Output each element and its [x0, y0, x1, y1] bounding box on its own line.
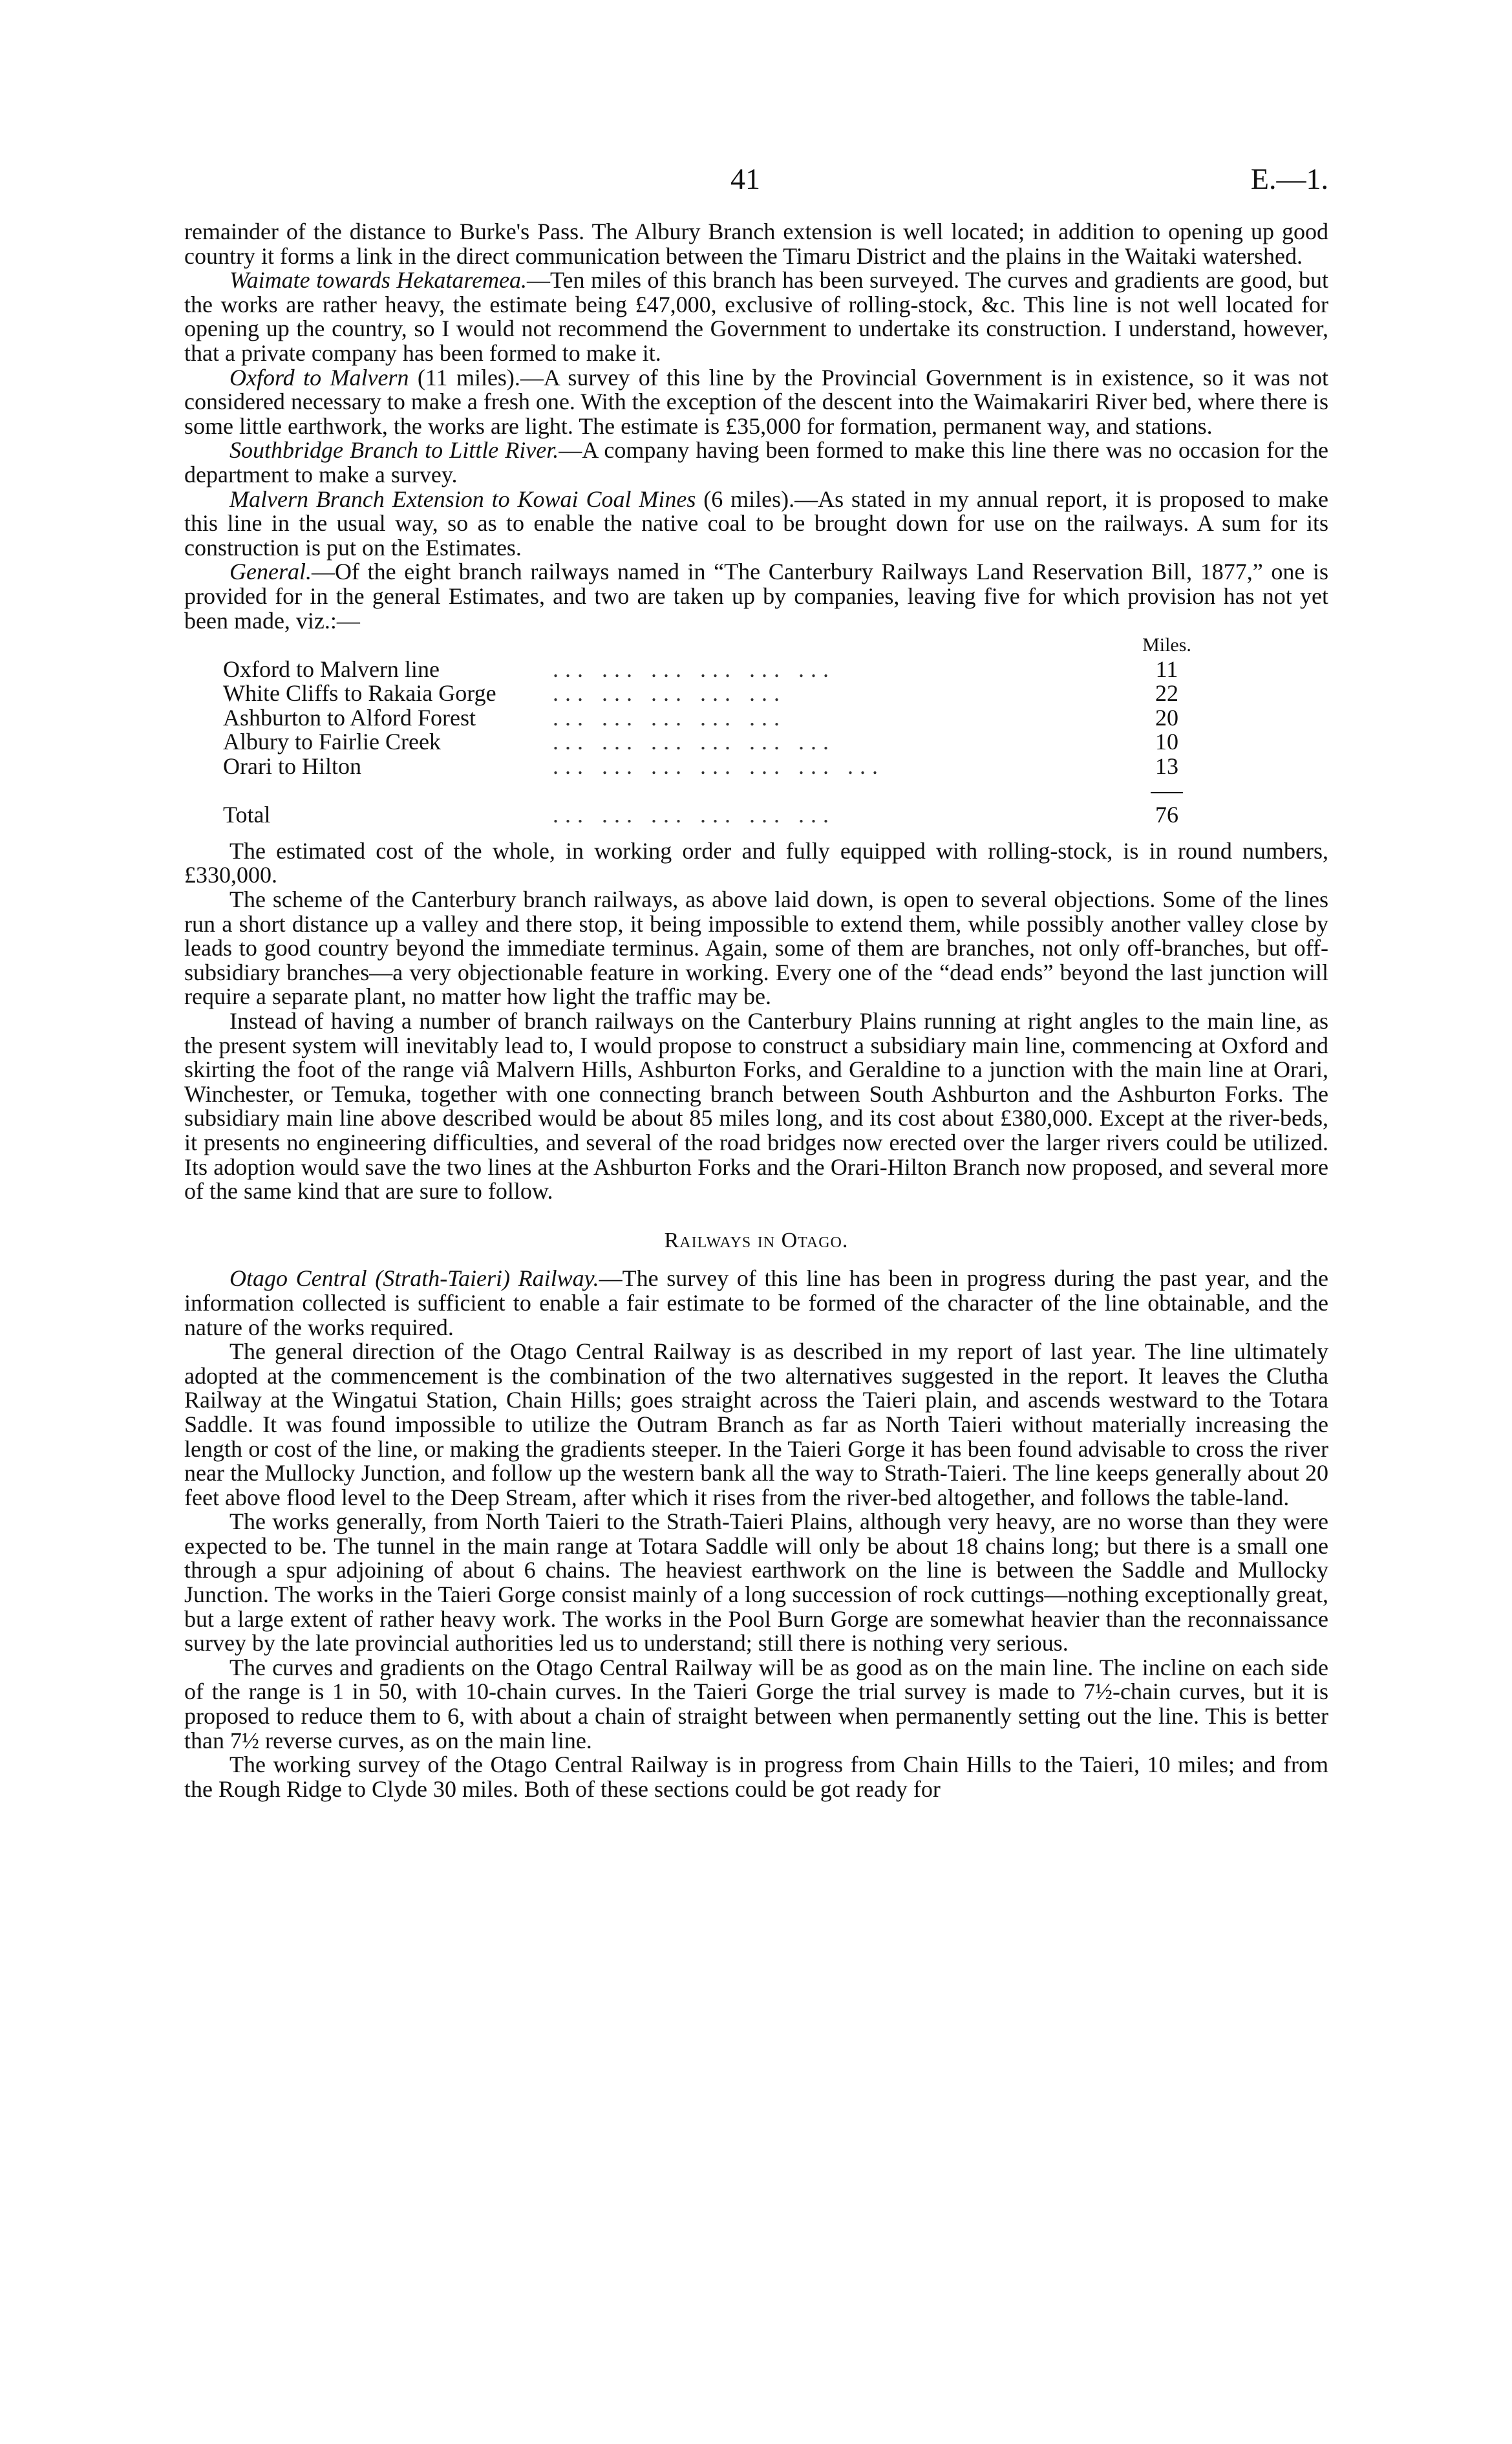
sum-rule: [1134, 779, 1199, 804]
total-label: Total: [223, 803, 271, 828]
paragraph: [184, 488, 1328, 561]
line-name: Oxford to Malvern line: [223, 657, 440, 682]
line-miles: 10: [1155, 729, 1178, 755]
paragraph: remainder of the distance to Burke's Pass. The Albury Branch extension is well located; in addition to opening up good country it forms a link in the direct communication between the Timaru District and the plains in the Waitaki watershed.: [184, 219, 1328, 269]
paragraph: [184, 268, 1328, 365]
document-body: [184, 220, 1328, 1801]
table-row: [223, 730, 1199, 755]
paragraph-title: Southbridge Branch to Little River.: [229, 437, 559, 464]
line-name: Orari to Hilton: [223, 755, 361, 779]
paragraph-text: —A company having been formed to make this line there was no occasion for the department to make a survey.: [184, 437, 1328, 488]
leader-dots: ... ... ... ... ... ... ...: [553, 755, 884, 779]
leader-dots: ... ... ... ... ...: [553, 705, 786, 731]
leader-dots: ... ... ... ... ...: [553, 681, 786, 706]
leader-dots: ... ... ... ... ... ...: [553, 657, 835, 682]
section-heading: Railways in Otago.: [664, 1228, 849, 1252]
total-miles: 76: [1155, 802, 1178, 828]
table-row: [223, 706, 1199, 731]
paragraph: The estimated cost of the whole, in working order and fully equipped with rolling-stock, is in round numbers, £330,000.: [184, 837, 1328, 888]
branch-lines-table: [223, 633, 1199, 828]
paragraph: [184, 560, 1328, 633]
paragraph-title: Oxford to Malvern: [229, 364, 409, 391]
paragraph: The scheme of the Canterbury branch railways, as above laid down, is open to several objections. Some of the lines run a short distance up a valley and there stop, it being impossible to extend them, while possibly another valley close by leads to good country beyond the immediate terminus. Again, some of them are branches, not only off-branches, but off-subsidiary branches—a very objectionable feature in working. Every one of the “dead ends” beyond the last junction will require a separate plant, no matter how light the traffic may be.: [184, 886, 1328, 1010]
paragraph-title: Otago Central (Strath-Taieri) Railway.: [229, 1265, 599, 1292]
page-number: 41: [730, 162, 760, 195]
paragraph-text: —Of the eight branch railways named in “The Canterbury Railways Land Reservation Bill, 1877,” one is provided for in the general Estimates, and two are taken up by companies, leaving five for which provision has not yet been made, viz.:—: [184, 559, 1328, 634]
paragraph-text: —The survey of this line has been in progress during the past year, and the information collected is sufficient to enable a fair estimate to be formed of the character of the line obtainable, and the nature of the works required.: [184, 1265, 1328, 1340]
table-row: [223, 755, 1199, 779]
line-miles: 22: [1155, 680, 1178, 707]
document-reference: E.—1.: [1250, 162, 1328, 195]
paragraph-text: (6 miles).—As stated in my annual report, it is proposed to make this line in the usual way, so as to enable the native coal to be brought down for use on the railways. A sum for its construction is put on the Estimates.: [184, 486, 1328, 561]
table-row: [223, 658, 1199, 682]
paragraph: [184, 366, 1328, 439]
line-name: Albury to Fairlie Creek: [223, 730, 441, 755]
paragraph: The works generally, from North Taieri to the Strath-Taieri Plains, although very heavy, are no worse than they were expected to be. The tunnel in the main range at Totara Saddle will only be about 18 chains long; but there is a small one through a spur adjoining of about 6 chains. The heaviest earthwork on the line is between the Saddle and Mullocky Junction. The works in the Taieri Gorge consist mainly of a long succession of rock cuttings—nothing exceptionally great, but a large extent of rather heavy work. The works in the Pool Burn Gorge are somewhat heavier than the reconnaissance survey by the late provincial authorities led us to understand; still there is nothing very serious.: [184, 1508, 1328, 1656]
paragraph-title: Malvern Branch Extension to Kowai Coal Mines: [229, 486, 696, 512]
paragraph-title: General.: [229, 559, 312, 585]
paragraph: The general direction of the Otago Central Railway is as described in my report of last year. The line ultimately adopted at the commencement is the combination of the two alternatives suggested in the report. It leaves the Clutha Railway at the Wingatui Station, Chain Hills; goes straight across the Taieri plain, and ascends westward to the Totara Saddle. It was found impossible to utilize the Outram Branch as far as North Taieri without materially increasing the length or cost of the line, or making the gradients steeper. In the Taieri Gorge it has been found advisable to cross the river near the Mullocky Junction, and follow up the western bank all the way to Strath-Taieri. The line keeps generally about 20 feet above flood level to the Deep Stream, after which it rises from the river-bed altogether, and follows the table-land.: [184, 1338, 1328, 1510]
miles-column-header: Miles.: [1142, 634, 1191, 656]
paragraph: [184, 438, 1328, 487]
paragraph-text: (11 miles).—A survey of this line by the Provincial Government is in existence, so it was not considered necessary to make a fresh one. With the exception of the descent into the Waimakariri River bed, where there is some little earthwork, the works are light. The estimate is £35,000 for formation, permanent way, and stations.: [184, 364, 1328, 439]
paragraph: The curves and gradients on the Otago Central Railway will be as good as on the main line. The incline on each side of the range is 1 in 50, with 10-chain curves. In the Taieri Gorge the trial survey is made to 7½-chain curves, but it is proposed to reduce them to 6, with about a chain of straight between when permanently setting out the line. This is better than 7½ reverse curves, as on the main line.: [184, 1654, 1328, 1753]
line-name: Ashburton to Alford Forest: [223, 705, 476, 731]
leader-dots: ... ... ... ... ... ...: [553, 730, 835, 755]
paragraph-title: Waimate towards Hekataremea.: [229, 267, 527, 294]
paragraph: The working survey of the Otago Central Railway is in progress from Chain Hills to the Taieri, 10 miles; and from the Rough Ridge to Clyde 30 miles. Both of these sections could be got ready for: [184, 1752, 1328, 1802]
leader-dots: ... ... ... ... ... ...: [553, 803, 835, 828]
table-row: [223, 681, 1199, 706]
paragraph-text: —Ten miles of this branch has been surveyed. The curves and gradients are good, but the works are rather heavy, the estimate being £47,000, exclusive of rolling-stock, &c. This line is not well located for opening up the country, so I would not recommend the Government to undertake its construction. I understand, however, that a private company has been formed to make it.: [184, 267, 1328, 366]
line-name: White Cliffs to Rakaia Gorge: [223, 681, 496, 706]
page-header: [184, 162, 1328, 200]
line-miles: 20: [1155, 704, 1178, 731]
line-miles: 13: [1155, 753, 1178, 780]
paragraph: Instead of having a number of branch railways on the Canterbury Plains running at right angles to the main line, as the present system will inevitably lead to, I would propose to construct a subsidiary main line, commencing at Oxford and skirting the foot of the range viâ Malvern Hills, Ashburton Forks, and Geraldine to a junction with the main line at Orari, Winchester, or Temuka, together with one connecting branch between South Ashburton and the Ashburton Forks. The subsidiary main line above described would be about 85 miles long, and its cost about £380,000. Except at the river-beds, it presents no engineering difficulties, and several of the road bridges now erected over the larger rivers could be utilized. Its adoption would save the two lines at the Ashburton Forks and the Orari-Hilton Branch now proposed, and several more of the same kind that are sure to follow.: [184, 1008, 1328, 1205]
line-miles: 11: [1155, 656, 1178, 682]
total-row: [223, 803, 1199, 828]
paragraph: [184, 1267, 1328, 1340]
